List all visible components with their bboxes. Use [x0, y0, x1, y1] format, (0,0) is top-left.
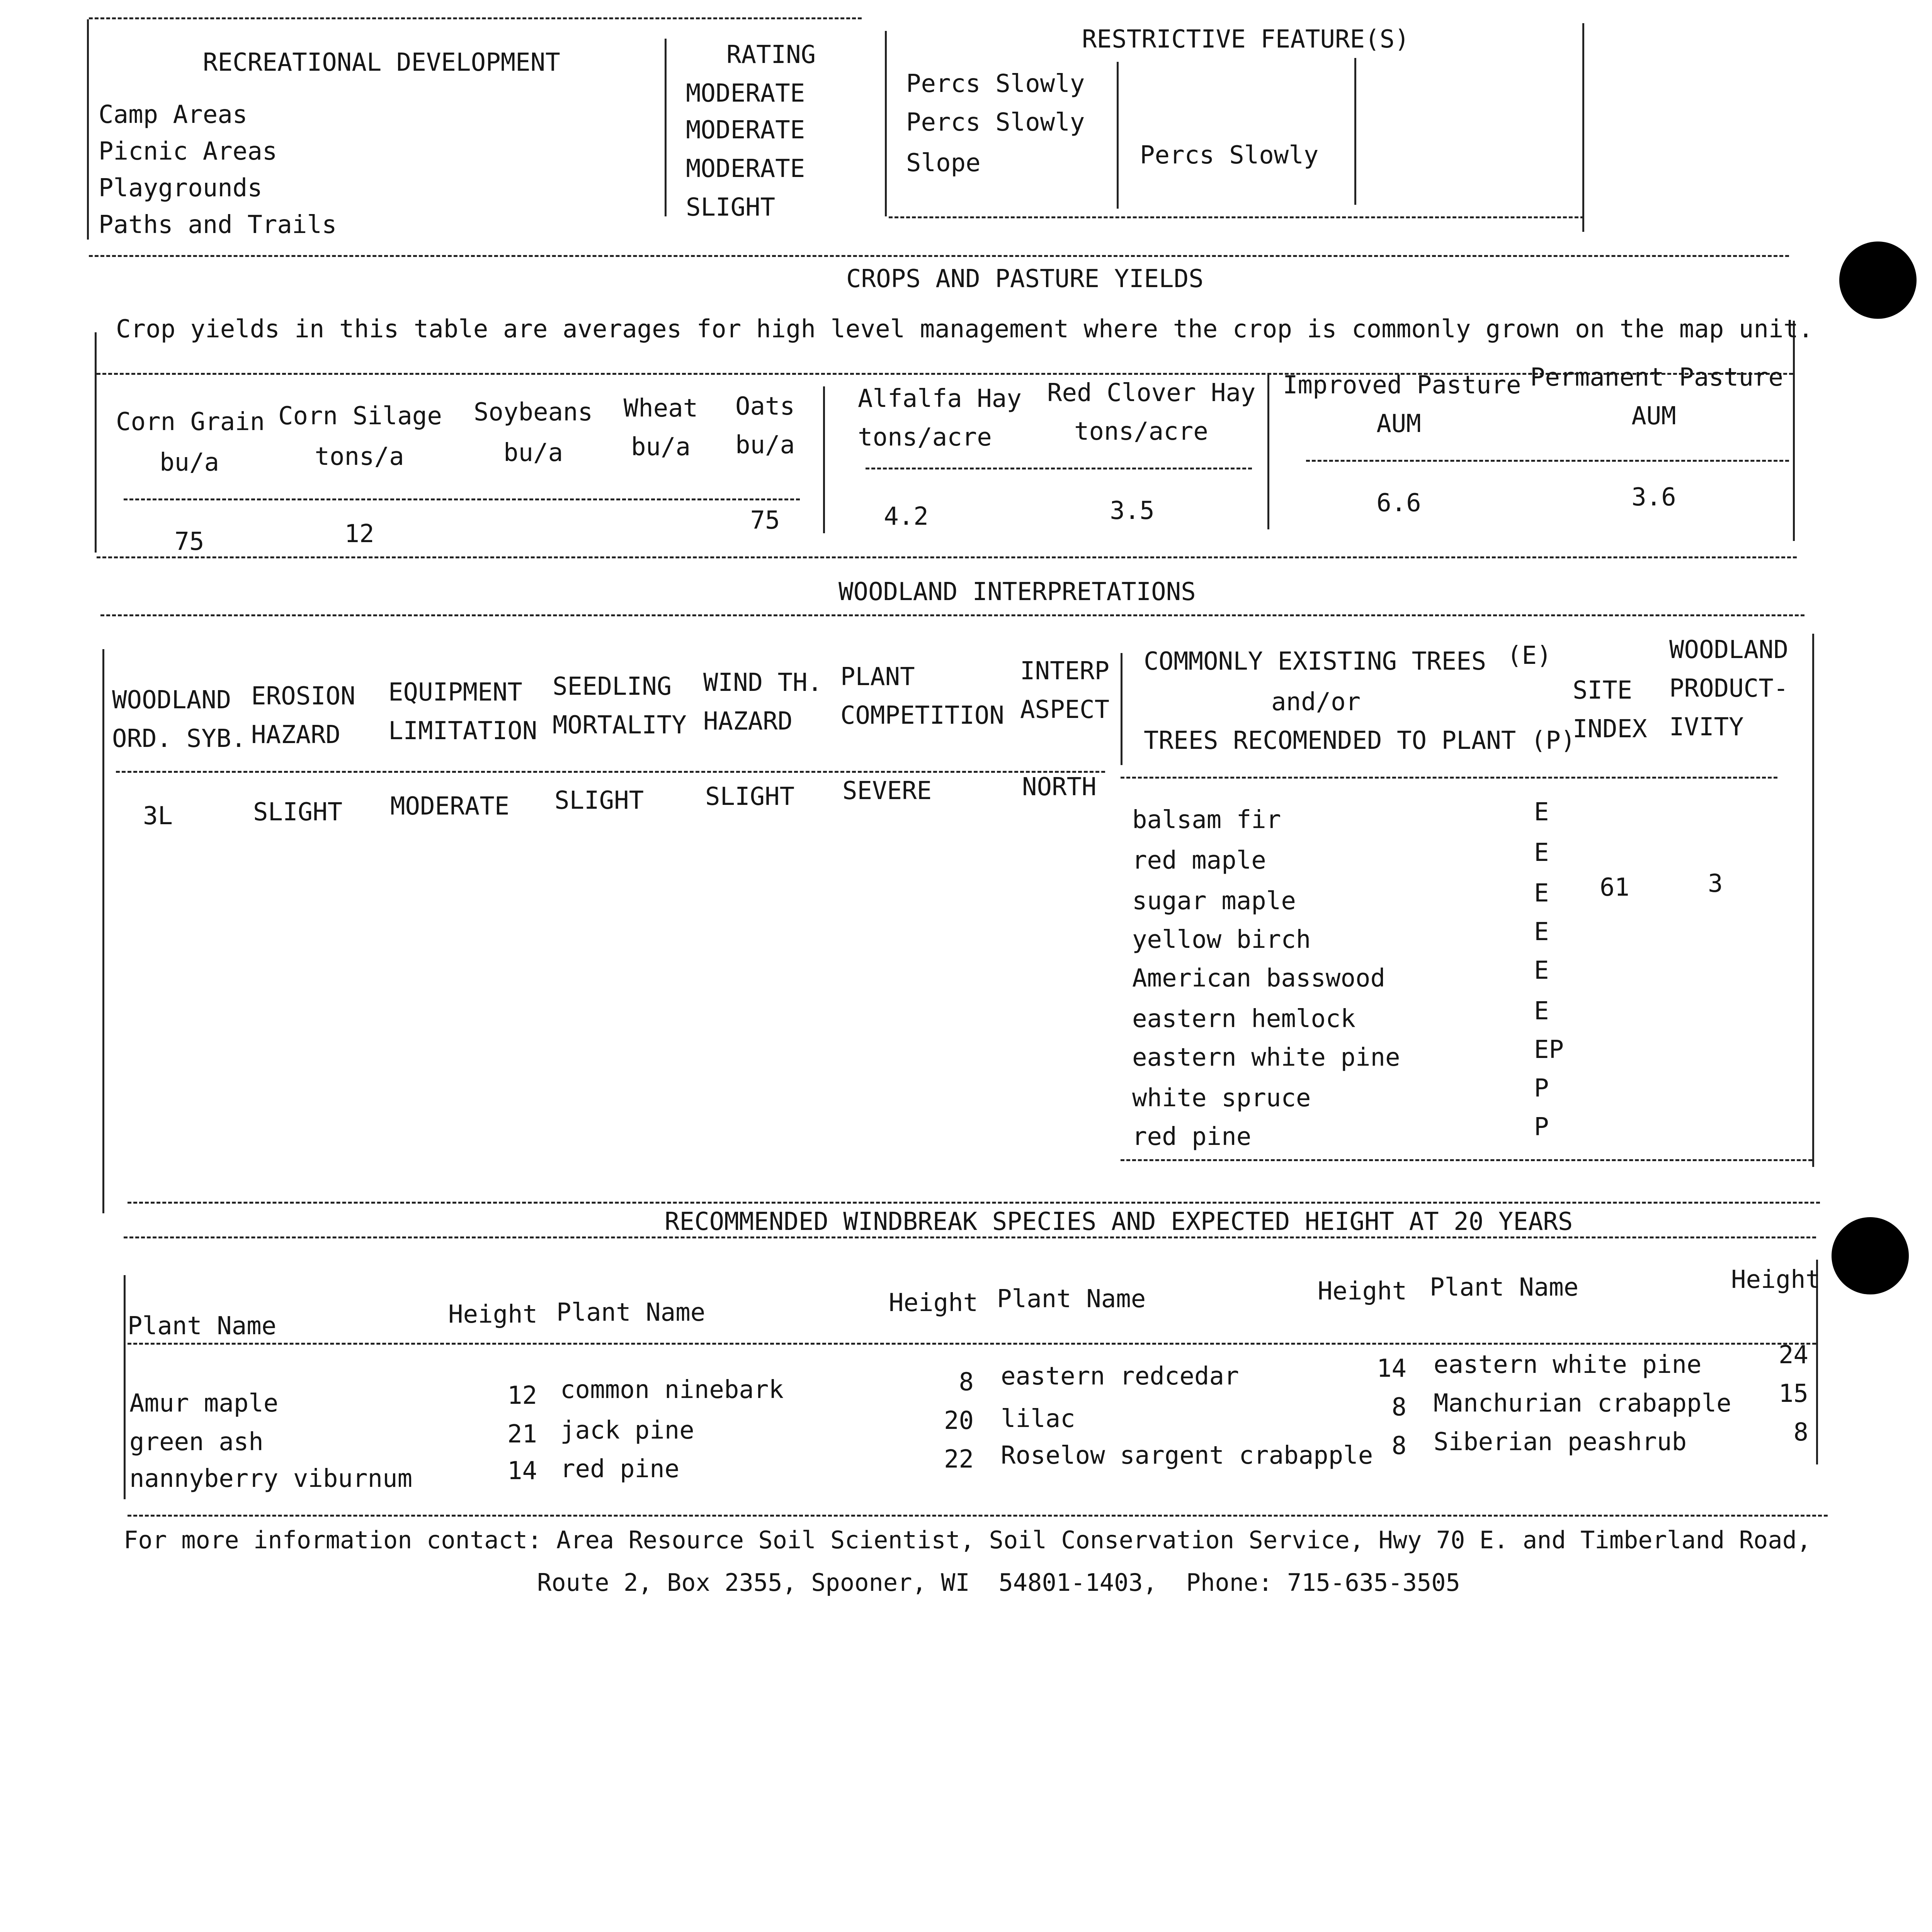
improved-pasture-unit: AUM: [1376, 410, 1421, 438]
recreation-row-rating: SLIGHT: [686, 193, 776, 222]
corn-silage-unit: tons/a: [315, 442, 404, 471]
plant-header-2: COMPETITION: [840, 701, 1004, 730]
crops-underline: [124, 498, 800, 500]
crops-divider-2: [1267, 375, 1269, 529]
wheat-unit: bu/a: [631, 433, 691, 461]
rating-header: RATING: [726, 41, 816, 69]
permanent-pasture-value: 3.6: [1631, 483, 1676, 512]
plant-header: PLANT: [840, 663, 915, 691]
tree-name: eastern white pine: [1132, 1043, 1400, 1072]
corn-grain-header: Corn Grain: [116, 408, 265, 436]
permanent-pasture-unit: AUM: [1631, 402, 1676, 430]
windbreak-plant-height: 8: [1391, 1393, 1406, 1422]
windbreak-plant-name: Amur maple: [129, 1389, 279, 1418]
red-clover-value: 3.5: [1110, 497, 1155, 525]
windbreak-col-name: Plant Name: [1430, 1273, 1579, 1302]
contact-line-1: For more information contact: Area Resource Soil Scientist, Soil Conservation Service, Hwy 70 E. and Timberland Road,: [124, 1526, 1811, 1554]
windbreak-plant-name: red pine: [560, 1455, 680, 1483]
recreation-row-feature-2: Percs Slowly: [1140, 141, 1319, 170]
plant-value: SEVERE: [842, 777, 932, 805]
tree-name: sugar maple: [1132, 887, 1296, 915]
corn-grain-value: 75: [174, 527, 204, 556]
crops-divider: [823, 386, 825, 533]
windbreak-plant-name: common ninebark: [560, 1376, 784, 1404]
seedling-value: SLIGHT: [554, 786, 644, 815]
recreation-row-name: Paths and Trails: [99, 211, 337, 239]
windbreak-plant-height: 22: [944, 1445, 974, 1474]
crops-underline-2: [866, 468, 1252, 469]
trees-e-header: (E): [1507, 641, 1552, 670]
oats-value: 75: [750, 506, 780, 535]
soybeans-unit: bu/a: [503, 439, 563, 467]
alfalfa-header: Alfalfa Hay: [858, 384, 1022, 413]
woodland-title: WOODLAND INTERPRETATIONS: [838, 578, 1196, 606]
interp-header: INTERP: [1020, 657, 1110, 685]
top-rule: [89, 17, 862, 19]
section-border-right: [1582, 23, 1584, 232]
tree-code: P: [1534, 1113, 1549, 1141]
erosion-header: EROSION: [251, 682, 355, 711]
windbreak-plant-name: lilac: [1001, 1405, 1075, 1433]
windbreak-plant-name: green ash: [129, 1428, 264, 1456]
windbreak-rule: [124, 1236, 1816, 1238]
windbreak-border-left: [124, 1275, 126, 1499]
corn-silage-header: Corn Silage: [278, 402, 442, 430]
recreation-row-name: Playgrounds: [99, 174, 262, 202]
seedling-header: SEEDLING: [553, 672, 672, 701]
oats-unit: bu/a: [735, 431, 795, 459]
tree-name: red pine: [1132, 1122, 1252, 1151]
windbreak-col-height: Height: [448, 1300, 538, 1329]
windbreak-col-height: Height: [1731, 1265, 1821, 1294]
feature-divider-2: [1117, 62, 1119, 209]
recreation-row-rating: MODERATE: [686, 155, 805, 183]
permanent-pasture-header: Permanent Pasture: [1530, 363, 1784, 392]
erosion-value: SLIGHT: [253, 798, 343, 827]
crops-border-left: [95, 332, 97, 553]
red-clover-unit: tons/acre: [1074, 417, 1208, 446]
woodland-ord-header-2: ORD. SYB.: [112, 724, 246, 753]
wind-header: WIND TH.: [703, 668, 823, 697]
tree-name: red maple: [1132, 846, 1266, 875]
site-index-header: SITE: [1573, 676, 1633, 705]
windbreak-col-name: Plant Name: [556, 1298, 706, 1327]
productivity-header: WOODLAND: [1669, 636, 1789, 664]
windbreak-plant-height: 12: [507, 1381, 537, 1410]
wheat-header: Wheat: [623, 394, 698, 423]
recreation-title: RECREATIONAL DEVELOPMENT: [203, 48, 560, 77]
improved-pasture-value: 6.6: [1376, 489, 1421, 517]
productivity-header-2: PRODUCT-: [1669, 674, 1789, 703]
crops-underline-3: [1306, 460, 1789, 462]
section-border-left: [87, 19, 89, 240]
trees-header-3: TREES RECOMENDED TO PLANT (P): [1144, 726, 1576, 755]
restrictive-header: RESTRICTIVE FEATURE(S): [1082, 25, 1410, 54]
windbreak-title: RECOMMENDED WINDBREAK SPECIES AND EXPECTED HEIGHT AT 20 YEARS: [665, 1208, 1573, 1236]
woodland-rule: [100, 614, 1804, 616]
windbreak-plant-height: 20: [944, 1406, 974, 1435]
corn-grain-unit: bu/a: [159, 448, 219, 477]
equipment-header: EQUIPMENT: [388, 678, 522, 707]
recreation-row-rating: MODERATE: [686, 116, 805, 145]
windbreak-plant-height: 14: [507, 1457, 537, 1485]
recreation-row-rating: MODERATE: [686, 79, 805, 108]
feature-divider-3: [1354, 58, 1356, 205]
woodland-bottom-rule: [1121, 1159, 1812, 1161]
tree-code: E: [1534, 956, 1549, 985]
feature-divider: [885, 31, 887, 216]
tree-code: E: [1534, 997, 1549, 1026]
windbreak-plant-name: eastern redcedar: [1001, 1362, 1239, 1391]
punch-hole: [1832, 1217, 1909, 1294]
tree-name: white spruce: [1132, 1084, 1311, 1112]
windbreak-plant-height: 8: [959, 1368, 974, 1396]
windbreak-col-height: Height: [1318, 1277, 1407, 1306]
woodland-border-left: [102, 649, 104, 1213]
woodland-border-right: [1812, 634, 1814, 1167]
site-index-header-2: INDEX: [1573, 715, 1647, 743]
equipment-header-2: LIMITATION: [388, 717, 537, 745]
windbreak-plant-name: nannyberry viburnum: [129, 1464, 413, 1493]
tree-name: yellow birch: [1132, 925, 1311, 954]
windbreak-plant-height: 15: [1778, 1379, 1808, 1408]
crops-border-right: [1793, 321, 1795, 541]
windbreak-plant-name: eastern white pine: [1434, 1350, 1702, 1379]
recreation-bottom-rule: [889, 216, 1584, 218]
trees-header-2: and/or: [1271, 688, 1361, 716]
windbreak-plant-name: Roselow sargent crabapple: [1001, 1441, 1373, 1470]
productivity-value: 3: [1708, 869, 1723, 898]
windbreak-col-name: Plant Name: [997, 1285, 1146, 1313]
punch-hole: [1839, 242, 1917, 319]
rating-divider: [665, 39, 667, 216]
windbreak-plant-height: 24: [1778, 1341, 1808, 1369]
interp-value: NORTH: [1022, 773, 1097, 801]
erosion-header-2: HAZARD: [251, 721, 341, 749]
wind-header-2: HAZARD: [703, 707, 793, 736]
woodland-underline-2: [1121, 777, 1777, 779]
contact-line-2: Route 2, Box 2355, Spooner, WI 54801-1403, Phone: 715-635-3505: [537, 1568, 1460, 1597]
windbreak-plant-height: 21: [507, 1420, 537, 1449]
oats-header: Oats: [735, 392, 795, 421]
section-rule: [89, 255, 1789, 257]
windbreak-plant-height: 8: [1391, 1432, 1406, 1460]
tree-name: balsam fir: [1132, 806, 1281, 834]
woodland-ord-header: WOODLAND: [112, 686, 231, 714]
tree-code: E: [1534, 918, 1549, 946]
windbreak-col-height: Height: [889, 1289, 978, 1317]
recreation-row-feature: Slope: [906, 149, 981, 177]
recreation-row-feature: Percs Slowly: [906, 70, 1085, 98]
productivity-header-3: IVITY: [1669, 713, 1744, 742]
windbreak-bottom-rule: [128, 1515, 1828, 1517]
trees-header: COMMONLY EXISTING TREES: [1144, 647, 1486, 676]
woodland-ord-value: 3L: [143, 802, 173, 830]
tree-code: E: [1534, 838, 1549, 867]
crops-bottom-rule: [97, 556, 1797, 558]
crops-note: Crop yields in this table are averages for high level management where the crop is commonly grown on the map unit.: [116, 315, 1813, 344]
improved-pasture-header: Improved Pasture: [1283, 371, 1521, 400]
tree-code: EP: [1534, 1036, 1564, 1064]
seedling-header-2: MORTALITY: [553, 711, 687, 740]
alfalfa-value: 4.2: [884, 502, 929, 531]
windbreak-plant-height: 14: [1376, 1354, 1406, 1383]
alfalfa-unit: tons/acre: [858, 423, 992, 452]
woodland-underline: [116, 771, 1105, 773]
tree-code: P: [1534, 1074, 1549, 1103]
recreation-row-feature: Percs Slowly: [906, 108, 1085, 137]
woodland-section-rule: [128, 1202, 1820, 1204]
windbreak-header-rule: [128, 1343, 1816, 1345]
red-clover-header: Red Clover Hay: [1047, 379, 1256, 407]
tree-name: American basswood: [1132, 964, 1386, 993]
corn-silage-value: 12: [344, 520, 374, 548]
tree-code: E: [1534, 879, 1549, 908]
windbreak-col-name: Plant Name: [128, 1312, 277, 1340]
windbreak-plant-name: Manchurian crabapple: [1434, 1389, 1731, 1418]
windbreak-plant-name: jack pine: [560, 1416, 694, 1445]
tree-code: E: [1534, 798, 1549, 827]
windbreak-plant-height: 8: [1793, 1418, 1808, 1447]
site-index-value: 61: [1600, 873, 1630, 902]
tree-name: eastern hemlock: [1132, 1005, 1355, 1033]
woodland-divider: [1121, 653, 1122, 765]
crops-title: CROPS AND PASTURE YIELDS: [846, 265, 1204, 293]
interp-header-2: ASPECT: [1020, 696, 1110, 724]
recreation-row-name: Camp Areas: [99, 100, 248, 129]
wind-value: SLIGHT: [705, 782, 795, 811]
windbreak-plant-name: Siberian peashrub: [1434, 1428, 1687, 1456]
recreation-row-name: Picnic Areas: [99, 137, 277, 166]
equipment-value: MODERATE: [390, 792, 510, 821]
soybeans-header: Soybeans: [473, 398, 593, 427]
